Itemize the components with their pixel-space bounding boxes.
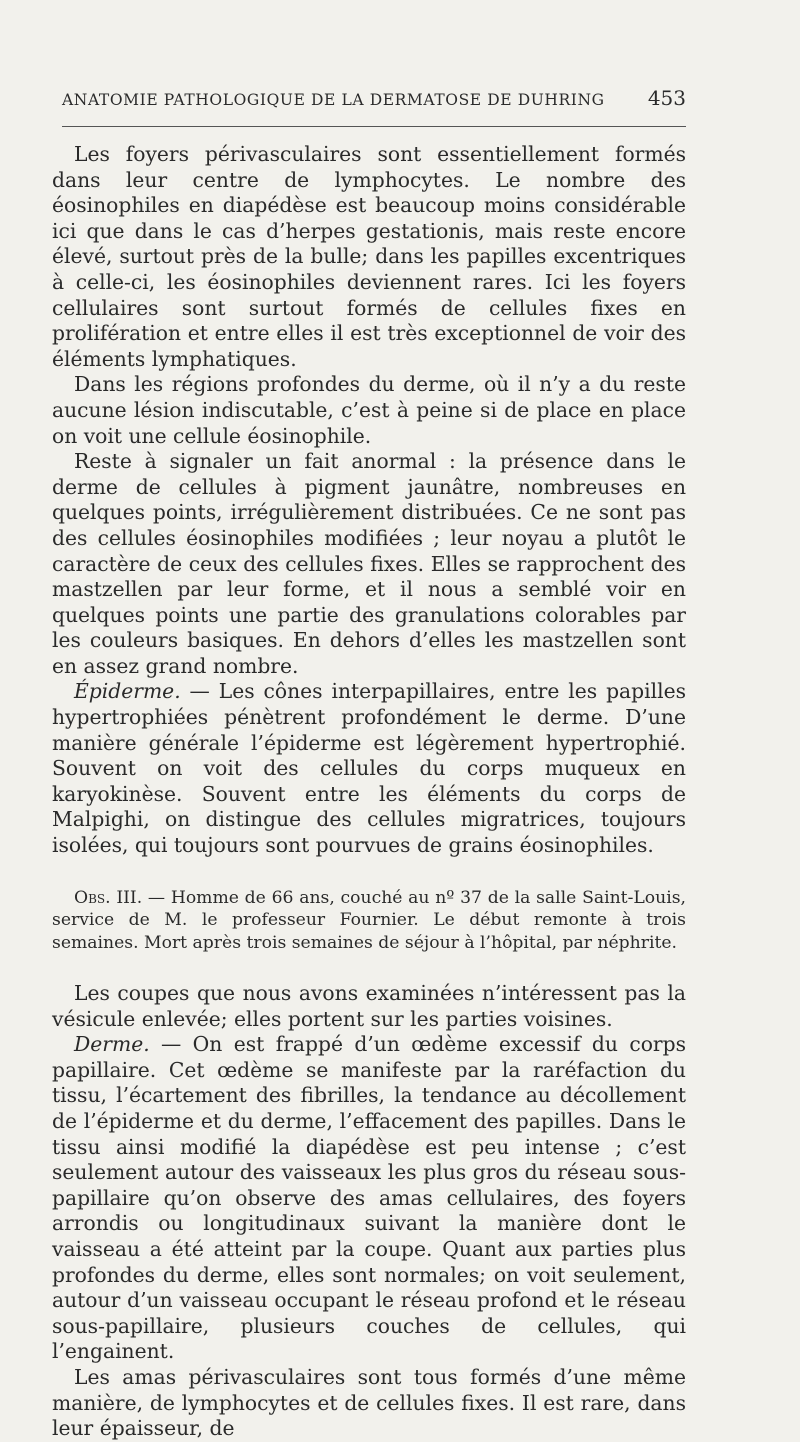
paragraph-epiderme (52, 679, 686, 858)
running-title: ANATOMIE PATHOLOGIQUE DE LA DERMATOSE DE DUHRING (62, 91, 605, 109)
epiderme-label: Épiderme. (74, 679, 181, 704)
paragraph-foyers: Les foyers périvasculaires sont essentiellement formés dans leur centre de lymphocytes. Le nombre des éosinophiles en diapédèse est beaucoup moins considérable ici que dans le cas d’herpes gestationis, mais reste encore élevé, surtout près de la bulle; dans les papilles excentriques à celle-ci, les éosinophiles deviennent rares. Ici les foyers cellulaires sont surtout formés de cellules fixes en prolifération et entre elles il est très exceptionnel de voir des éléments lymphatiques. (52, 142, 686, 371)
running-header (62, 86, 686, 110)
observation-text: — Homme de 66 ans, couché au nº 37 de la salle Saint-Louis, service de M. le professeur Fournier. Le début remonte à trois semaines. Mort après trois semaines de séjour à l’hôpital, par néphrite. (52, 887, 686, 954)
paragraph-derme (52, 1032, 686, 1365)
observation-note (52, 887, 686, 955)
paragraph-coupes: Les coupes que nous avons examinées n’intéressent pas la vésicule enlevée; elles portent sur les parties voisines. (52, 981, 686, 1031)
paragraph-amas: Les amas périvasculaires sont tous formés d’une même manière, de lymphocytes et de cellules fixes. Il est rare, dans leur épaisseur, de (52, 1364, 686, 1441)
epiderme-text: — Les cônes interpapillaires, entre les papilles hypertrophiées pénètrent profondément le derme. D’une manière générale l’épiderme est légèrement hypertrophié. Souvent on voit des cellules du corps muqueux en karyokinèse. Souvent entre les éléments du corps de Malpighi, on distingue des cellules migratrices, toujours isolées, qui toujours sont pourvues de grains éosinophiles. (52, 679, 686, 858)
paragraph-regions-profondes: Dans les régions profondes du derme, où il n’y a du reste aucune lésion indiscutable, c’est à peine si de place en place on voit une cellule éosinophile. (52, 372, 686, 448)
derme-label: Derme. (74, 1032, 150, 1057)
paragraph-fait-anormal: Reste à signaler un fait anormal : la présence dans le derme de cellules à pigment jaunâtre, nombreuses en quelques points, irrégulièrement distribuées. Ce ne sont pas des cellules éosinophiles modifiées ; leur noyau a plutôt le caractère de ceux des cellules fixes. Elles se rapprochent des mastzellen par leur forme, et il nous a semblé voir en quelques points une partie des granulations colorables par les couleurs basiques. En dehors d’elles les mastzellen sont en assez grand nombre. (52, 449, 686, 678)
body-text (52, 142, 686, 1442)
observation-label: Obs. III. (74, 887, 143, 908)
header-rule (62, 126, 686, 127)
derme-text: — On est frappé d’un œdème excessif du corps papillaire. Cet œdème se manifeste par la raréfaction du tissu, l’écartement des fibrilles, la tendance au décollement de l’épiderme et du derme, l’effacement des papilles. Dans le tissu ainsi modifié la diapédèse est peu intense ; c’est seulement autour des vaisseaux les plus gros du réseau sous-papillaire qu’on observe des amas cellulaires, des foyers arrondis ou longitudinaux suivant la manière dont le vaisseau a été atteint par la coupe. Quant aux parties plus profondes du derme, elles sont normales; on voit seulement, autour d’un vaisseau occupant le réseau profond et le réseau sous-papillaire, plusieurs couches de cellules, qui l’engainent. (52, 1032, 686, 1364)
page-number: 453 (647, 86, 686, 110)
